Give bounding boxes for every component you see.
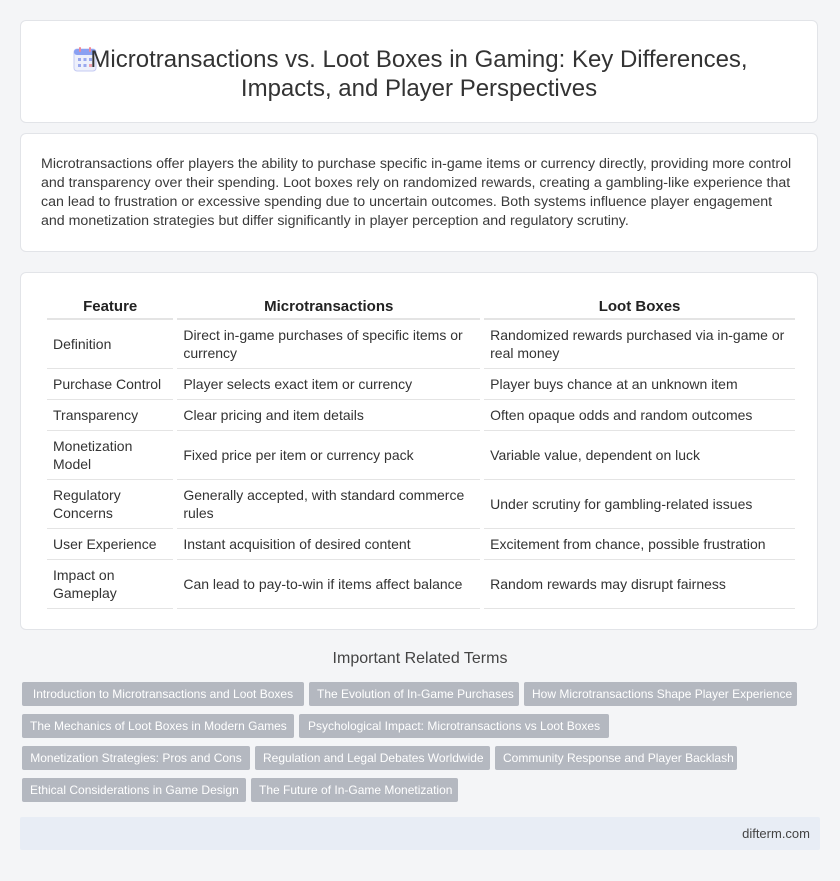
footer-bar xyxy=(20,817,820,850)
table-header-row xyxy=(47,294,795,320)
row-loot-boxes: Player buys chance at an unknown item xyxy=(484,369,795,400)
row-feature: Purchase Control xyxy=(47,369,173,400)
row-microtransactions: Instant acquisition of desired content xyxy=(177,529,480,560)
row-feature: Transparency xyxy=(47,400,173,431)
row-feature: Impact on Gameplay xyxy=(47,560,173,609)
related-term-tag[interactable]: Regulation and Legal Debates Worldwide xyxy=(255,746,490,770)
row-microtransactions: Can lead to pay-to-win if items affect balance xyxy=(177,560,480,609)
table-row xyxy=(47,369,795,400)
header-loot-boxes: Loot Boxes xyxy=(484,294,795,320)
row-microtransactions: Generally accepted, with standard commerce rules xyxy=(177,480,480,529)
row-microtransactions: Fixed price per item or currency pack xyxy=(177,431,480,480)
row-loot-boxes: Variable value, dependent on luck xyxy=(484,431,795,480)
related-term-tag[interactable]: Ethical Considerations in Game Design xyxy=(22,778,246,802)
table-row xyxy=(47,320,795,369)
row-feature: Monetization Model xyxy=(47,431,173,480)
related-term-tag[interactable]: How Microtransactions Shape Player Experience xyxy=(524,682,797,706)
comparison-card xyxy=(20,272,818,630)
row-feature: Regulatory Concerns xyxy=(47,480,173,529)
related-term-tag[interactable]: The Evolution of In-Game Purchases xyxy=(309,682,519,706)
table-row xyxy=(47,400,795,431)
intro-card xyxy=(20,133,818,252)
row-microtransactions: Clear pricing and item details xyxy=(177,400,480,431)
page-title-line-2: Impacts, and Player Perspectives xyxy=(240,75,598,102)
row-loot-boxes: Often opaque odds and random outcomes xyxy=(484,400,795,431)
row-microtransactions: Direct in-game purchases of specific items or currency xyxy=(177,320,480,369)
page-title-line-1: Microtransactions vs. Loot Boxes in Gaming: Key Differences, xyxy=(90,46,748,73)
related-term-tag[interactable]: Monetization Strategies: Pros and Cons xyxy=(22,746,250,770)
footer-site-link[interactable]: difterm.com xyxy=(742,826,810,841)
related-term-tag[interactable]: Community Response and Player Backlash xyxy=(495,746,737,770)
intro-paragraph: Microtransactions offer players the ability to purchase specific in-game items or currency directly, providing more control and transparency over their spending. Loot boxes rely on randomized rewards, creating a gambling-like experience that can lead to frustration or excessive spending due to uncertain outcomes. Both systems influence player engagement and monetization strategies but differ significantly in player perception and regulatory scrutiny. xyxy=(41,156,792,229)
header-microtransactions: Microtransactions xyxy=(177,294,480,320)
header-card xyxy=(20,20,818,123)
row-loot-boxes: Excitement from chance, possible frustration xyxy=(484,529,795,560)
row-loot-boxes: Randomized rewards purchased via in-game or real money xyxy=(484,320,795,369)
row-loot-boxes: Under scrutiny for gambling-related issues xyxy=(484,480,795,529)
row-feature: Definition xyxy=(47,320,173,369)
page-title xyxy=(90,45,747,103)
table-row xyxy=(47,431,795,480)
header-feature: Feature xyxy=(47,294,173,320)
table-row xyxy=(47,480,795,529)
table-row xyxy=(47,560,795,609)
row-feature: User Experience xyxy=(47,529,173,560)
related-term-tag[interactable]: The Future of In-Game Monetization xyxy=(251,778,458,802)
row-microtransactions: Player selects exact item or currency xyxy=(177,369,480,400)
row-loot-boxes: Random rewards may disrupt fairness xyxy=(484,560,795,609)
table-row xyxy=(47,529,795,560)
comparison-table xyxy=(43,294,799,609)
related-term-tag[interactable]: Psychological Impact: Microtransactions vs Loot Boxes xyxy=(299,714,609,738)
related-terms-heading: Important Related Terms xyxy=(332,650,508,667)
related-term-tag[interactable]: Introduction to Microtransactions and Loot Boxes xyxy=(22,682,304,706)
related-term-tag[interactable]: The Mechanics of Loot Boxes in Modern Games xyxy=(22,714,294,738)
